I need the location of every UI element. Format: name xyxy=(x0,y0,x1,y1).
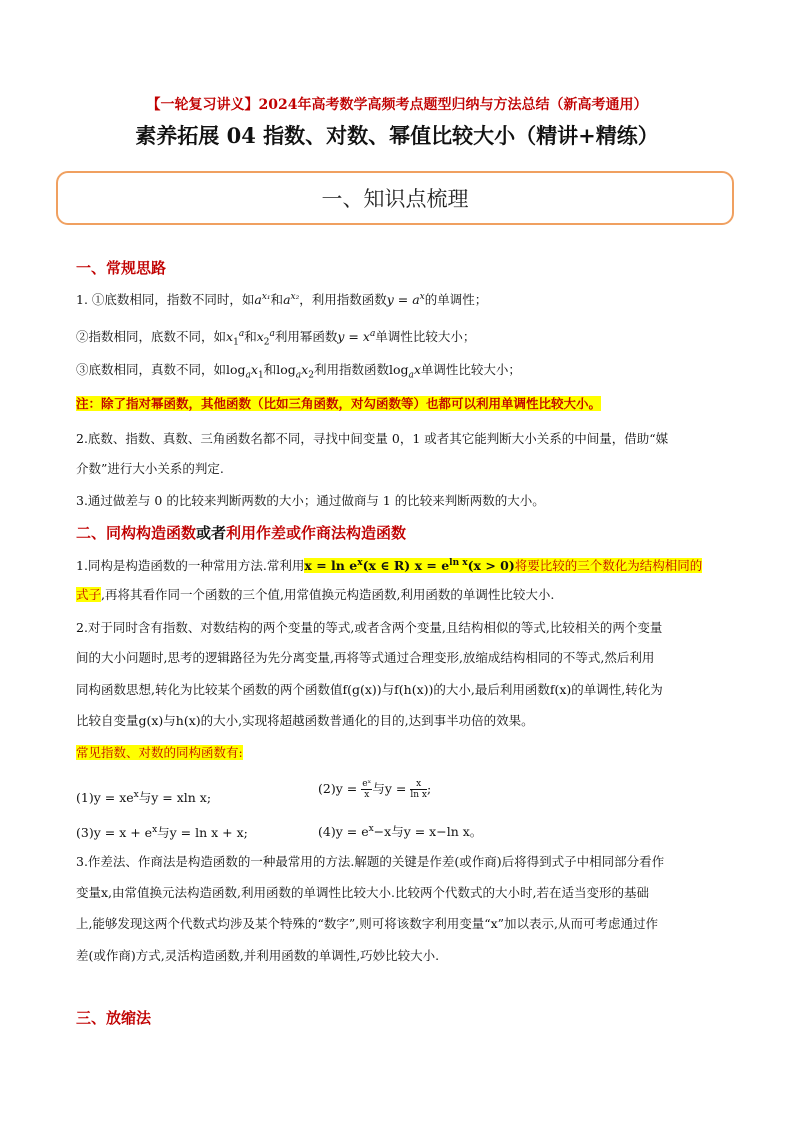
para-2-2-line1: 2.对于同时含有指数、对数结构的两个变量的等式,或者含两个变量,且结构相似的等式,比较相关的两个变量 xyxy=(76,620,663,635)
heading-isomorphic: 二、同构构造函数或者利用作差或作商法构造函数 xyxy=(76,524,407,542)
section-title-box xyxy=(56,171,734,225)
section-title: 一、知识点梳理 xyxy=(321,187,469,211)
note-highlight: 注：除了指对幂函数，其他函数（比如三角函数，对勾函数等）也都可以利用单调性比较大小。 xyxy=(76,396,602,411)
para-2-1-line1: 1.同构是构造函数的一种常用方法.常利用$x = \ln e^x(x$ ∈ R) $x = e^{ln x}(x > 0)$将要比较的三个数化为结构相同的 xyxy=(76,558,703,574)
para-2-3-line1: 3.作差法、作商法是构造函数的一种最常用的方法.解题的关键是作差(或作商)后将得到式子中相同部分看作 xyxy=(76,854,665,869)
para-2-3-line2: 变量x,由常值换元法构造函数,利用函数的单调性比较大小.比较两个代数式的大小时,若在适当变形的基础 xyxy=(76,885,649,900)
formula-3: $(3)y = x + e^x$与y = ln x + x; xyxy=(76,825,248,841)
formula-1: $(1)y = xe^x$与y = xln x; xyxy=(76,790,212,806)
para-2-line2: 介数”进行大小关系的判定. xyxy=(76,461,224,476)
para-1-1: 1. ①底数相同，指数不同时，如$a^{x_1}$和$a^{x_2}$，利用指数函数$y = a^x$的单调性； xyxy=(76,292,488,308)
para-2-1-line2: 式子,再将其看作同一个函数的三个值,用常值换元构造函数,利用函数的单调性比较大小. xyxy=(76,587,555,602)
heading-conventional: 一、常规思路 xyxy=(76,259,167,277)
doc-subtitle: 【一轮复习讲义】2024年高考数学高频考点题型归纳与方法总结（新高考通用） xyxy=(146,97,648,113)
formula-2: (2)y = $\frac{\text{eˣ}}{x}$ 与y = $\frac{x}{\text{ln x}}$ ; xyxy=(318,779,432,800)
para-2-line1: 2.底数、指数、真数、三角函数名都不同，寻找中间变量 0，1 或者其它能判断大小关系的中间量，借助“媒 xyxy=(76,431,669,446)
heading-scaling: 三、放缩法 xyxy=(76,1009,152,1027)
para-2-2-line4: 比较自变量g(x)与h(x)的大小,实现将超越函数普通化的目的,达到事半功倍的效果。 xyxy=(76,713,534,728)
formula-4: $(4)y = e^x-x$与y = x−ln x。 xyxy=(318,823,483,839)
para-3: 3.通过做差与 0 的比较来判断两数的大小；通过做商与 1 的比较来判断两数的大小。 xyxy=(76,493,545,508)
para-1-3: ③底数相同，真数不同，如$\log_ax_1$和$\log_ax_2$利用指数函数$\log_ax$单调性比较大小； xyxy=(76,362,521,381)
doc-title: 素养拓展 04 指数、对数、幂值比较大小（精讲+精练） xyxy=(135,123,659,148)
para-2-3-line3: 上,能够发现这两个代数式均涉及某个特殊的“数字”,则可将该数字利用变量“x”加以表示,从而可考虑通过作 xyxy=(76,916,659,931)
para-2-2-line3: 同构函数思想,转化为比较某个函数的两个函数值f(g(x))与f(h(x))的大小,最后利用函数f(x)的单调性,转化为 xyxy=(76,682,663,697)
para-1-2: ②指数相同，底数不同，如$x_1^a$和$x_2^a$利用幂函数$y = x^a$单调性比较大小； xyxy=(76,329,476,348)
para-2-2-line2: 间的大小问题时,思考的逻辑路径为先分离变量,再将等式通过合理变形,放缩成结构相同的不等式,然后利用 xyxy=(76,650,655,665)
para-2-3-line4: 差(或作商)方式,灵活构造函数,并利用函数的单调性,巧妙比较大小. xyxy=(76,948,440,963)
common-functions-label: 常见指数、对数的同构函数有: xyxy=(76,745,243,760)
